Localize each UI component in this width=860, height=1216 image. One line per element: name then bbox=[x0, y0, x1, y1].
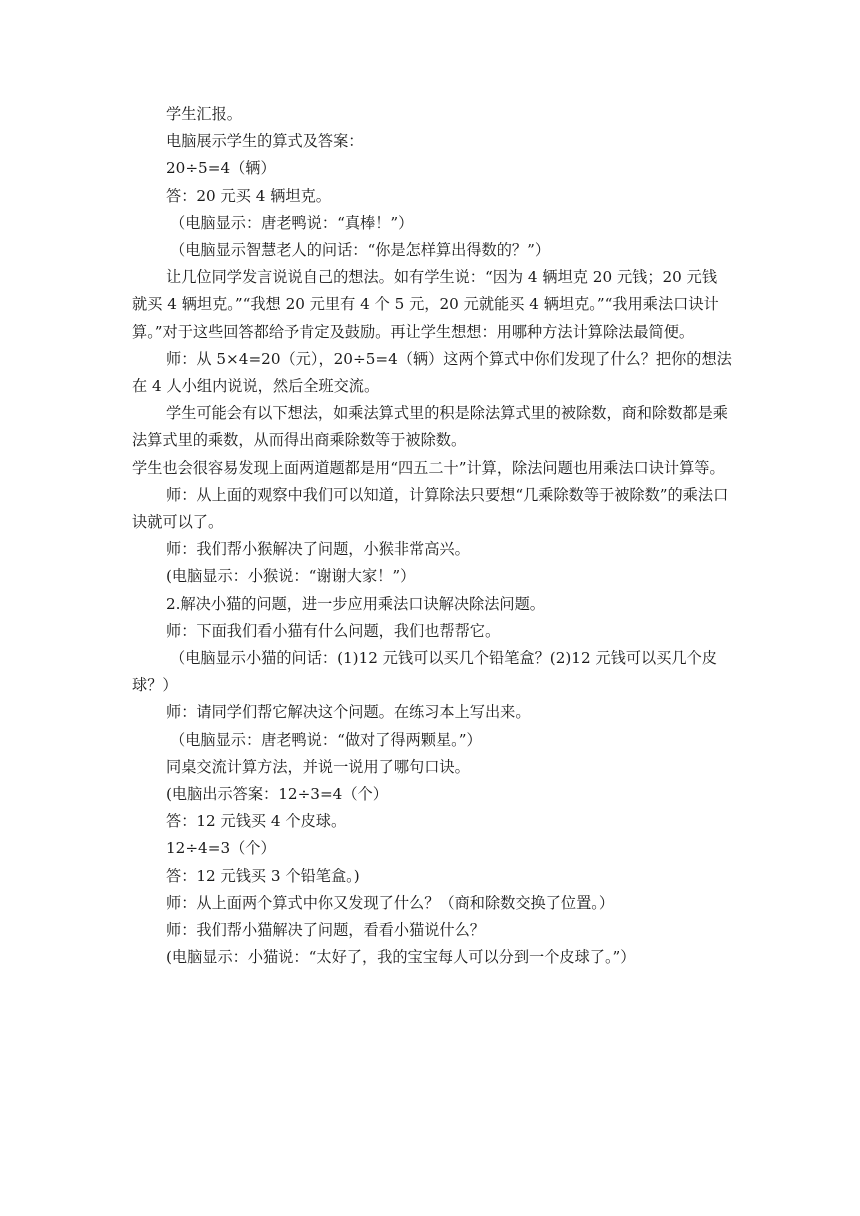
paragraph: 师：我们帮小猫解决了问题，看看小猫说什么？ bbox=[166, 921, 485, 940]
paragraph: 2.解决小猫的问题，进一步应用乘法口诀解决除法问题。 bbox=[166, 594, 545, 613]
paragraph: (电脑显示：小猫说：“太好了，我的宝宝每人可以分到一个皮球了。”） bbox=[166, 948, 636, 967]
paragraph: 同桌交流计算方法，并说一说用了哪句口诀。 bbox=[166, 757, 470, 776]
paragraph: （电脑显示小猫的问话：(1)12 元钱可以买几个铅笔盒？(2)12 元钱可以买几个皮球？） bbox=[132, 649, 717, 695]
paragraph: (电脑显示：小猴说：“谢谢大家！”） bbox=[166, 567, 416, 586]
paragraph: 师：从上面两个算式中你又发现了什么？（商和除数交换了位置。） bbox=[166, 893, 615, 912]
paragraph: 师：下面我们看小猫有什么问题，我们也帮帮它。 bbox=[166, 621, 501, 640]
paragraph: 电脑展示学生的算式及答案： bbox=[166, 132, 364, 151]
paragraph: 20÷5=4（辆） bbox=[166, 159, 276, 178]
paragraph: 师：我们帮小猴解决了问题，小猴非常高兴。 bbox=[166, 540, 470, 559]
paragraph: 师：从 5×4=20（元），20÷5=4（辆）这两个算式中你们发现了什么？把你的想法在 4 人小组内说说，然后全班交流。 bbox=[132, 349, 732, 396]
paragraph: 12÷4=3（个） bbox=[166, 839, 276, 858]
paragraph: 师：请同学们帮它解决这个问题。在练习本上写出来。 bbox=[166, 703, 531, 722]
paragraph: 答：12 元钱买 4 个皮球。 bbox=[166, 812, 347, 831]
paragraph: 答：12 元钱买 3 个铅笔盒。) bbox=[166, 866, 360, 885]
document-body bbox=[132, 101, 732, 972]
paragraph: （电脑显示：唐老鸭说：“真棒！”） bbox=[170, 213, 414, 232]
paragraph: （电脑显示智慧老人的问话：“你是怎样算出得数的？”） bbox=[170, 241, 551, 260]
paragraph: 师：从上面的观察中我们可以知道，计算除法只要想“几乘除数等于被除数”的乘法口诀就可以了。 bbox=[132, 485, 729, 532]
paragraph: 学生可能会有以下想法，如乘法算式里的积是除法算式里的被除数，商和除数都是乘法算式里的乘数，从而得出商乘除数等于被除数。 bbox=[132, 404, 728, 450]
paragraph: 答：20 元买 4 辆坦克。 bbox=[166, 186, 331, 205]
paragraph: 学生也会很容易发现上面两道题都是用“四五二十”计算，除法问题也用乘法口诀计算等。 bbox=[132, 458, 725, 477]
paragraph: (电脑出示答案：12÷3=4（个） bbox=[166, 785, 388, 804]
paragraph: 学生汇报。 bbox=[166, 105, 242, 123]
paragraph: （电脑显示：唐老鸭说：“做对了得两颗星。”） bbox=[170, 730, 482, 749]
paragraph: 让几位同学发言说说自己的想法。如有学生说：“因为 4 辆坦克 20 元钱；20 元钱就买 4 辆坦克。”“我想 20 元里有 4 个 5 元，20 元就能买 4 辆坦克。”“我用乘法口诀计算。”对于这些回答都给予肯定及鼓励。再让学生想想：用哪种方法计算除法最简便。 bbox=[132, 268, 719, 341]
